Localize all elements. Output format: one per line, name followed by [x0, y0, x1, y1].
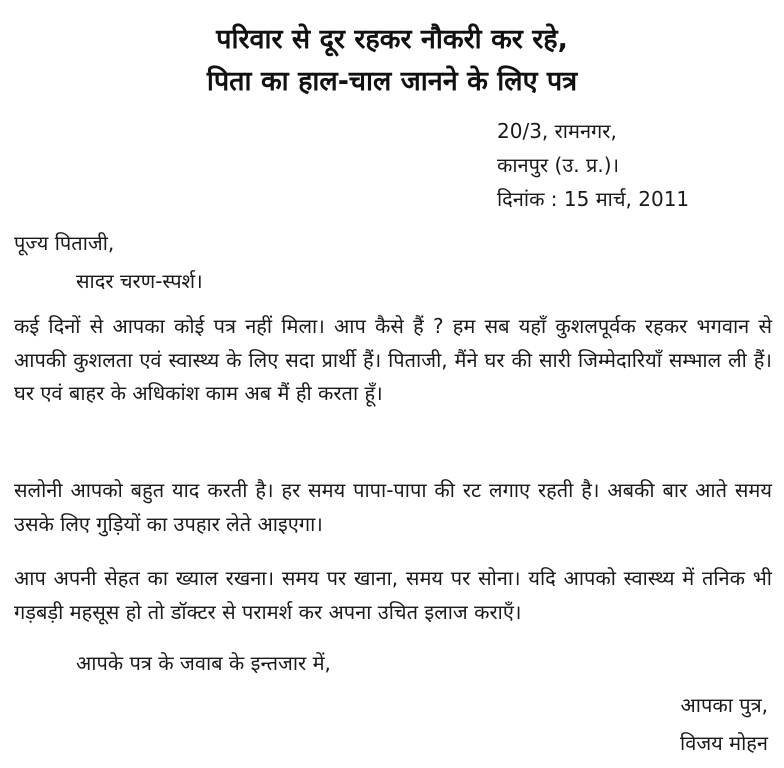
letter-title-line-2: पिता का हाल-चाल जानने के लिए पत्र [206, 66, 578, 97]
letter-title-line-1: परिवार से दूर रहकर नौकरी कर रहे, [216, 24, 568, 55]
address-line-2: कानपुर (उ. प्र.)। [497, 153, 620, 177]
address-line-1: 20/3, रामनगर, [497, 119, 617, 143]
letter-date: दिनांक : 15 मार्च, 2011 [497, 187, 690, 211]
signature: विजय मोहन [680, 731, 768, 755]
body-paragraph-1: कई दिनों से आपका कोई पत्र नहीं मिला। आप कैसे हैं ? हम सब यहाँ कुशलपूर्वक रहकर भगवान से आपकी कुशलता एवं स्वास्थ्य के लिए सदा प्रार्थी हैं। पिताजी, मैंने घर की सारी जिम्मेदारियाँ सम्भाल ली हैं। घर एवं बाहर के अधिकांश काम अब मैं ही करता हूँ। [14, 314, 772, 405]
body-paragraph-3: आप अपनी सेहत का ख्याल रखना। समय पर खाना, समय पर सोना। यदि आपको स्वास्थ्य में तनिक भी गड़बड़ी महसूस हो तो डॉक्टर से परामर्श कर अपना उचित इलाज कराएँ। [14, 566, 772, 624]
greeting: सादर चरण-स्पर्श। [76, 269, 203, 293]
salutation: पूज्य पिताजी, [14, 231, 115, 255]
body-paragraph-2: सलोनी आपको बहुत याद करती है। हर समय पापा-पापा की रट लगाए रहती है। अबकी बार आते समय उसके लिए गुड़ियों का उपहार लेते आइएगा। [14, 478, 772, 536]
signoff: आपका पुत्र, [680, 693, 768, 717]
closing-line: आपके पत्र के जवाब के इन्तजार में, [76, 651, 331, 675]
